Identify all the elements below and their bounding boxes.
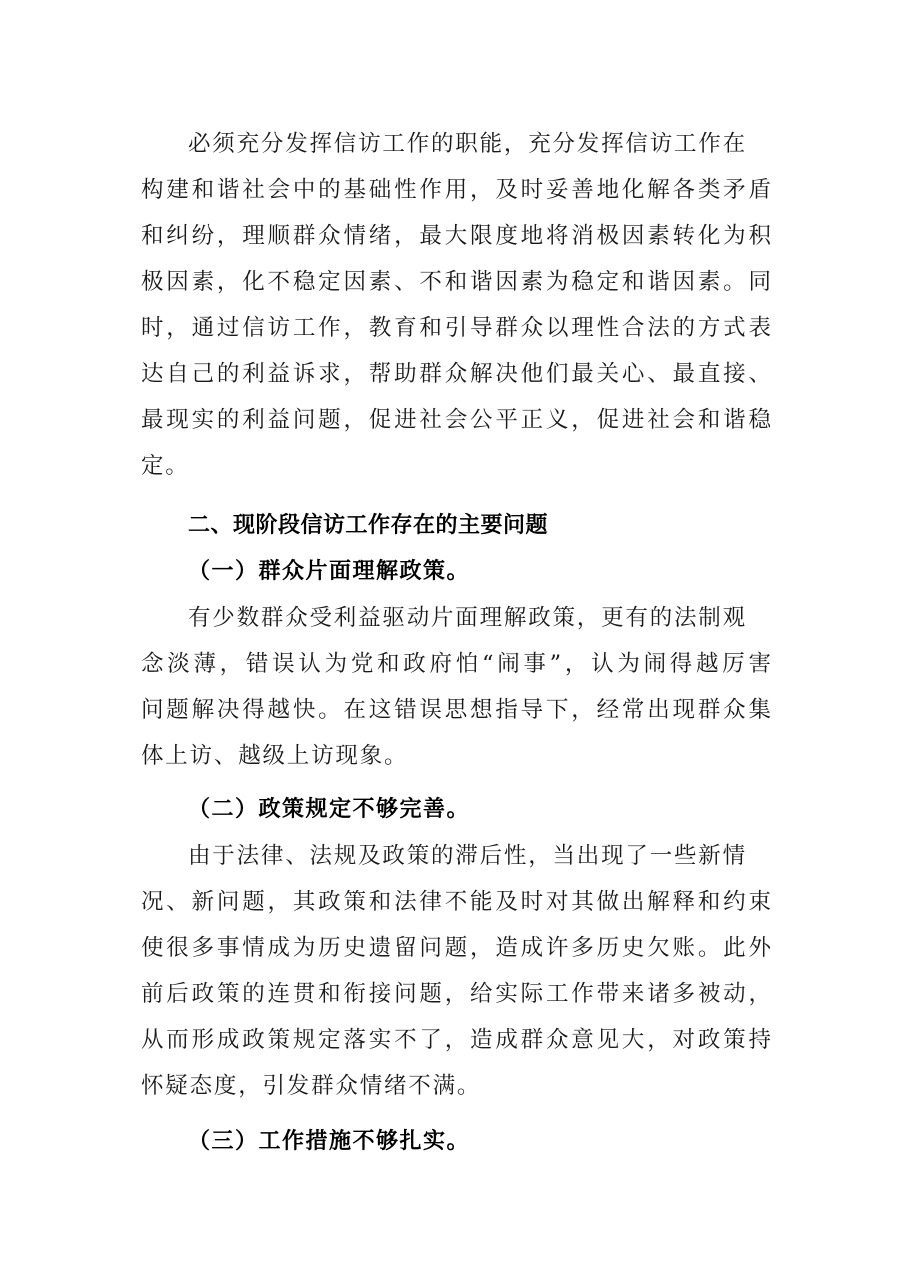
subsection-heading: （三）工作措施不够扎实。	[188, 1128, 471, 1154]
paragraph-line: 构建和谐社会中的基础性作用，及时妥善地化解各类矛盾	[141, 177, 771, 203]
paragraph-line: 念淡薄，错误认为党和政府怕“闹事”，认为闹得越厉害	[141, 651, 771, 677]
paragraph-line: 和纠纷，理顺群众情绪，最大限度地将消极因素转化为积	[141, 223, 771, 249]
paragraph-line: 问题解决得越快。在这错误思想指导下，经常出现群众集	[141, 697, 771, 723]
paragraph-line: 怀疑态度，引发群众情绪不满。	[141, 1073, 482, 1099]
paragraph-line: 体上访、越级上访现象。	[141, 743, 409, 769]
paragraph-line: 前后政策的连贯和衔接问题，给实际工作带来诸多被动，	[141, 981, 771, 1007]
paragraph-line: 最现实的利益问题，促进社会公平正义，促进社会和谐稳	[141, 407, 771, 433]
paragraph-line: 定。	[141, 453, 190, 479]
paragraph-line: 时，通过信访工作，教育和引导群众以理性合法的方式表	[141, 315, 771, 341]
paragraph-line: 必须充分发挥信访工作的职能，充分发挥信访工作在	[188, 131, 747, 157]
paragraph-line: 极因素，化不稳定因素、不和谐因素为稳定和谐因素。同	[141, 269, 771, 295]
paragraph-line: 由于法律、法规及政策的滞后性，当出现了一些新情	[188, 843, 747, 869]
subsection-heading: （二）政策规定不够完善。	[188, 796, 471, 822]
section-heading: 二、现阶段信访工作存在的主要问题	[188, 513, 549, 538]
subsection-heading: （一）群众片面理解政策。	[188, 558, 471, 584]
paragraph-line: 有少数群众受利益驱动片面理解政策，更有的法制观	[188, 605, 747, 631]
paragraph-line: 使很多事情成为历史遗留问题，造成许多历史欠账。此外	[141, 935, 771, 961]
paragraph-line: 从而形成政策规定落实不了，造成群众意见大，对政策持	[141, 1027, 771, 1053]
paragraph-line: 达自己的利益诉求，帮助群众解决他们最关心、最直接、	[141, 361, 771, 387]
paragraph-line: 况、新问题，其政策和法律不能及时对其做出解释和约束	[141, 889, 771, 915]
